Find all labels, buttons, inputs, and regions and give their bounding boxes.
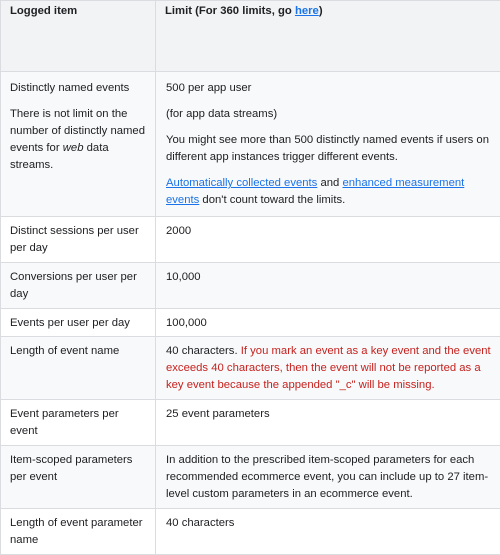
header-row: [1, 1, 500, 72]
table-row: [1, 446, 500, 509]
item-cell: Length of event name: [1, 337, 156, 400]
table-row: [1, 337, 500, 400]
item-label: Distinctly named events: [10, 80, 147, 97]
here-link[interactable]: here: [295, 5, 319, 17]
table-row: [1, 509, 500, 555]
item-cell: Length of event parameter name: [1, 509, 156, 555]
limit-cell: 10,000: [156, 263, 500, 309]
and-text: and: [317, 177, 342, 189]
key-event-warning: If you mark an event as a key event and the event exceeds 40 characters, then the event will not be reported as a key event because the appended "_c" will be missing.: [166, 345, 491, 391]
auto-collected-events-link[interactable]: Automatically collected events: [166, 177, 317, 189]
table-row: [1, 309, 500, 337]
header-limit-suffix: ): [319, 5, 323, 17]
item-note: [10, 106, 147, 174]
item-cell: [1, 72, 156, 217]
header-logged-item: Logged item: [1, 1, 156, 72]
limit-cell: 2000: [156, 217, 500, 263]
limit-value: 500 per app user: [166, 80, 492, 97]
limit-cell: In addition to the prescribed item-scoped parameters for each recommended ecommerce event, you can include up to 27 item-level custom parameters in an ecommerce event.: [156, 446, 500, 509]
header-limit: [156, 1, 500, 72]
item-note-em: web: [63, 142, 84, 154]
table-row: [1, 400, 500, 446]
limit-value: 40 characters.: [166, 345, 241, 357]
limit-cell: [156, 72, 500, 217]
item-note-suffix: data streams.: [10, 142, 109, 171]
enhanced-measurement-link[interactable]: enhanced measurement events: [166, 177, 464, 206]
item-note-prefix: There is not limit on the number of distinctly named events for: [10, 108, 145, 154]
limit-detail: You might see more than 500 distinctly named events if users on different app instances trigger different events.: [166, 132, 492, 166]
table-row: [1, 217, 500, 263]
item-cell: Conversions per user per day: [1, 263, 156, 309]
table-row: [1, 263, 500, 309]
item-cell: Distinct sessions per user per day: [1, 217, 156, 263]
item-cell: Item-scoped parameters per event: [1, 446, 156, 509]
table-row: [1, 72, 500, 217]
item-cell: Events per user per day: [1, 309, 156, 337]
limit-cell: 25 event parameters: [156, 400, 500, 446]
item-cell: Event parameters per event: [1, 400, 156, 446]
limit-cell: 40 characters: [156, 509, 500, 555]
limit-cell: [156, 337, 500, 400]
limit-cell: 100,000: [156, 309, 500, 337]
header-limit-prefix: Limit (For 360 limits, go: [165, 5, 295, 17]
limit-suffix: don't count toward the limits.: [199, 194, 345, 206]
limit-note: (for app data streams): [166, 106, 492, 123]
limit-links: [166, 175, 492, 209]
